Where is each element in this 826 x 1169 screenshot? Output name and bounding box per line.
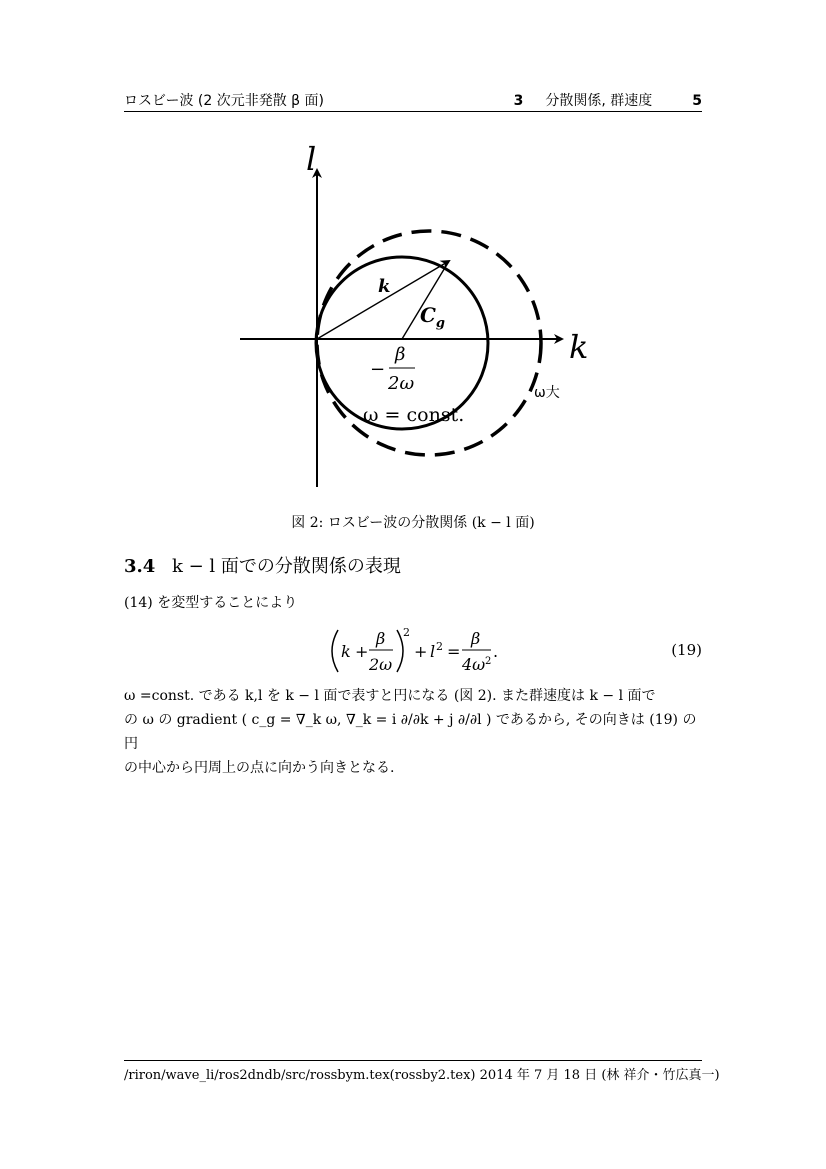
svg-text:2: 2 [403,626,410,639]
running-header-right [514,90,702,110]
header-rule [124,111,702,112]
dispersion-figure [222,140,622,500]
center-label-denominator: 2ω [388,373,415,394]
footer-rule [124,1060,702,1061]
page-footer: /riron/wave_li/ros2dndb/src/rossbym.tex(rossby2.tex) 2014 年 7 月 18 日 (林 祥介・竹広真一) [124,1068,720,1083]
svg-text:k: k [341,642,351,661]
cg-letter: C [420,303,436,327]
svg-text:+: + [355,642,369,661]
page-number: 5 [692,93,702,109]
svg-text:4ω: 4ω [462,655,486,674]
equation-19 [0,626,826,676]
wavevector-arrow [317,261,449,339]
header-section-number: 3 [513,93,524,109]
body-line-2: の ω の gradient ( c_g = ∇_k ω, ∇_k = i ∂/∂k + j ∂/∂l ) であるから, その向きは (19) の円 [124,712,697,752]
equation-number: (19) [671,641,702,659]
body-line-3: の中心から円周上の点に向かう向きとなる. [124,760,395,776]
svg-text:.: . [493,642,499,661]
svg-text:l: l [430,642,436,661]
intro-sentence: (14) を変型することにより [124,595,298,611]
body-paragraph [124,684,702,780]
figure-caption: 図 2: ロスビー波の分散関係 (k − l 面) [291,515,535,531]
vector-label-cg [420,303,445,331]
svg-text:β: β [471,629,481,648]
dashed-circle-label: ω大 [534,385,560,401]
running-header-left: ロスビー波 (2 次元非発散 β 面) [124,93,325,109]
svg-text:2ω: 2ω [369,655,393,674]
header-section-title: 分散関係, 群速度 [545,93,653,109]
axis-label-k: k [569,328,589,366]
section-title: k − l 面での分散関係の表現 [172,556,401,577]
center-label-minus: − [370,359,386,380]
svg-text:β: β [376,629,386,648]
body-line-1: ω =const. である k,l を k − l 面で表すと円になる (図 2). また群速度は k − l 面で [124,688,656,704]
vector-label-k: k [378,276,391,297]
axis-label-l: l [306,140,317,178]
circle-label: ω = const. [363,404,465,426]
cg-subscript: g [435,316,446,331]
svg-text:2: 2 [485,656,492,667]
section-heading [124,552,401,578]
center-label-numerator: β [395,344,406,365]
section-number: 3.4 [124,556,156,577]
svg-text:=: = [447,642,461,661]
svg-text:+: + [414,642,428,661]
svg-text:2: 2 [436,640,443,653]
